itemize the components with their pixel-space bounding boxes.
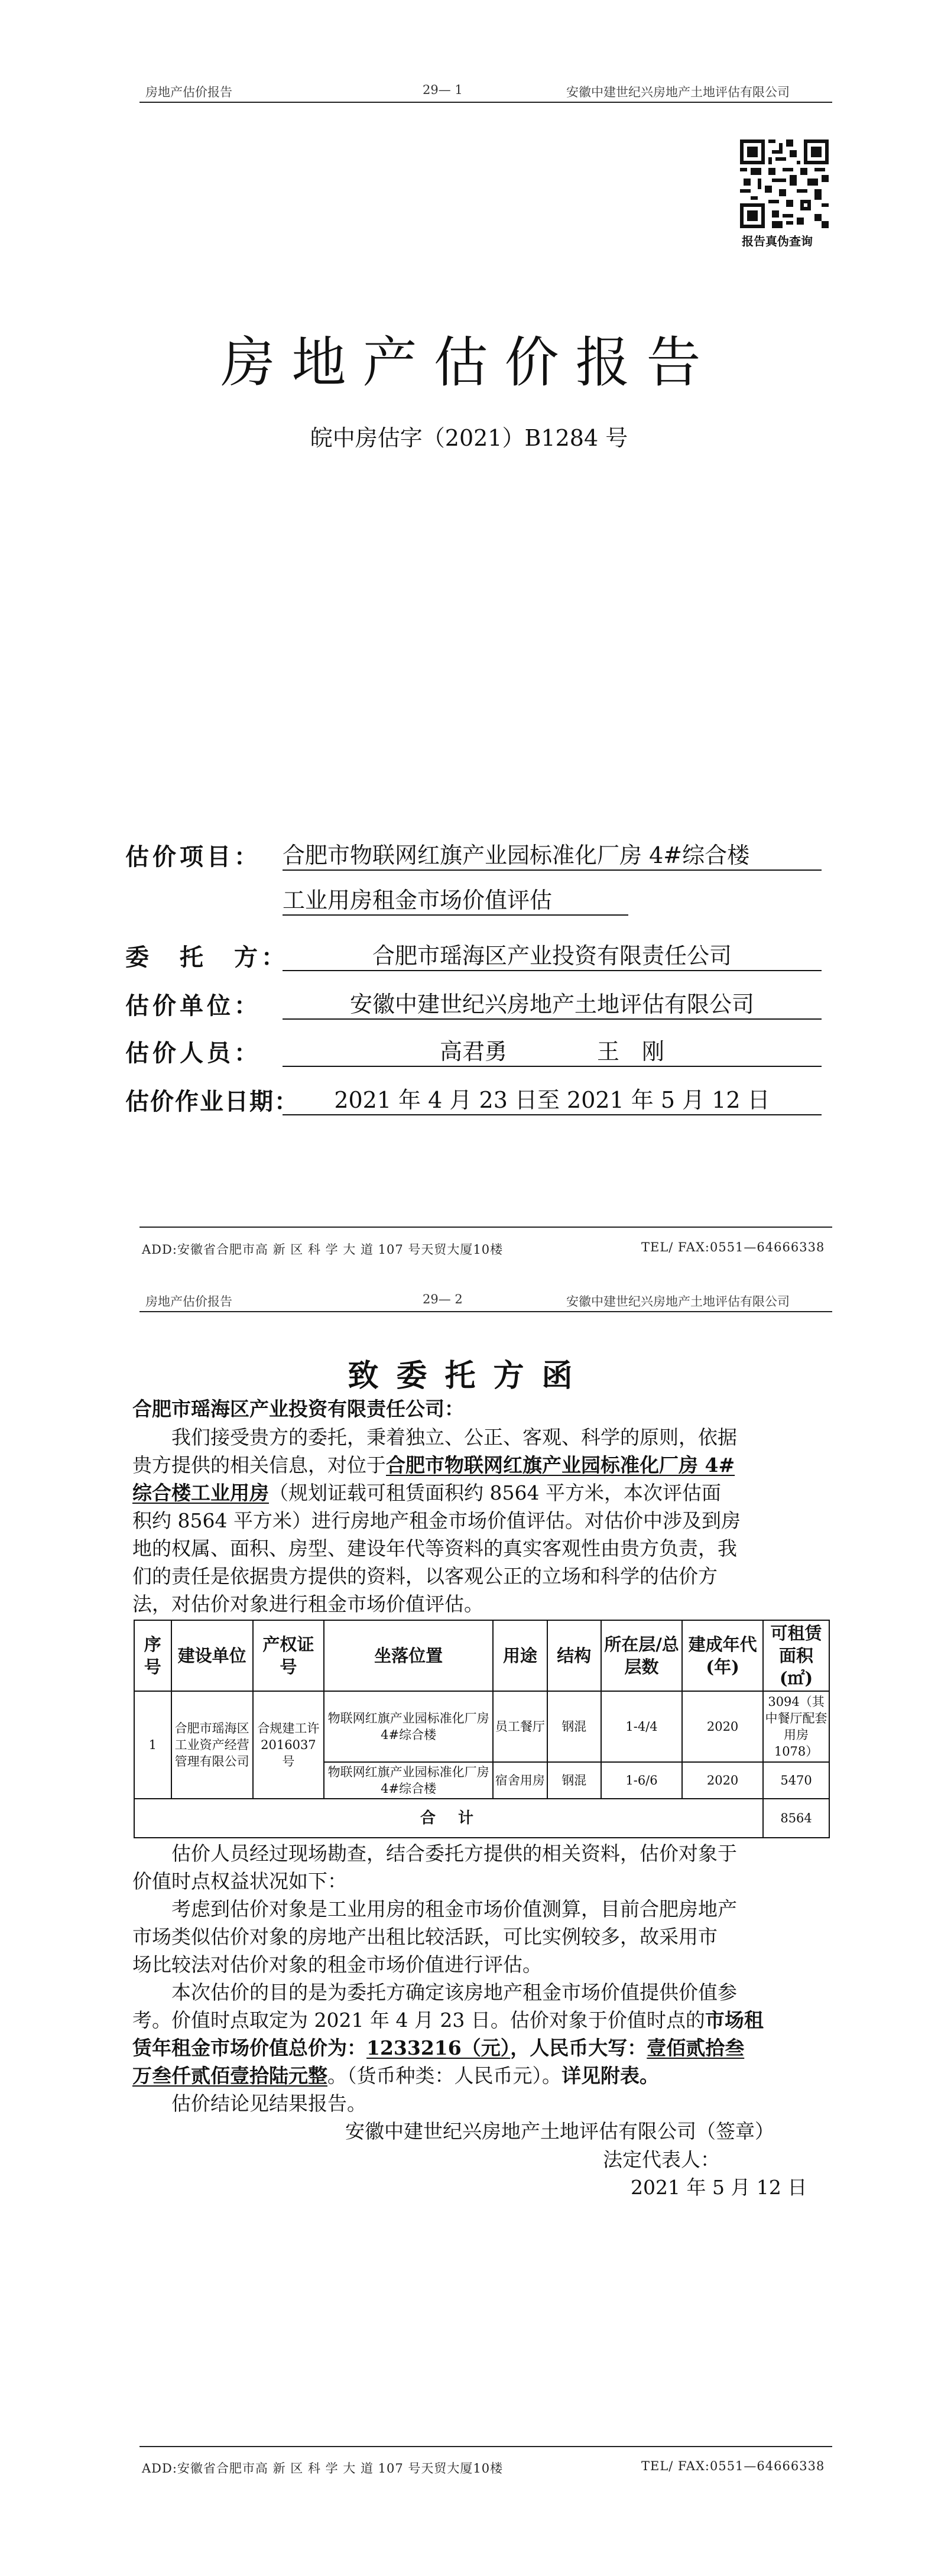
- qr-code-icon[interactable]: [740, 139, 829, 228]
- cell-area: 5470: [763, 1762, 829, 1799]
- rent-value-amount: 1233216（元）: [366, 2036, 511, 2059]
- cell-location: 物联网红旗产业园标准化厂房 4#综合楼: [324, 1762, 493, 1799]
- field-appraiser-org-label: 估价单位：: [125, 992, 261, 1020]
- field-appraiser-org-value: 安徽中建世纪兴房地产土地评估有限公司: [283, 986, 822, 1020]
- page1-header-left: 房地产估价报告: [145, 85, 232, 99]
- col-header: 建成年代(年): [682, 1620, 763, 1691]
- col-header: 可租赁面积(㎡): [763, 1620, 829, 1691]
- report-doc-number: 皖中房估字（2021）B1284 号: [310, 425, 628, 451]
- para1-line: 们的责任是依据贵方提供的资料，以客观公正的立场和科学的估价方: [132, 1565, 718, 1588]
- cell-use: 员工餐厅: [493, 1691, 547, 1762]
- cell-area: 3094（其中餐厅配套用房1078）: [763, 1691, 829, 1762]
- letter-addressee: 合肥市瑶海区产业投资有限责任公司：: [132, 1397, 464, 1420]
- para4-bold-text: 详见附表。: [561, 2064, 659, 2087]
- para1-line: [132, 1479, 830, 1507]
- para4-line: 本次估价的目的是为委托方确定该房地产租金市场价值提供价值参: [171, 1981, 737, 2004]
- field-appraisers-value: 高君勇 王 刚: [283, 1033, 822, 1067]
- cell-floors: 1-4/4: [601, 1691, 682, 1762]
- rent-value-words: 万叁仟贰佰壹拾陆元整: [132, 2064, 327, 2087]
- para3-line: 考虑到估价对象是工业用房的租金市场价值测算，目前合肥房地产: [171, 1897, 737, 1920]
- col-header: 产权证号: [253, 1620, 324, 1691]
- para4-bold-text: ，人民币大写：: [510, 2036, 647, 2059]
- page1-footer-address: ADD:安徽省合肥市高 新 区 科 学 大 道 107 号天贸大厦10楼: [142, 1242, 504, 1257]
- field-client-label: 委 托 方：: [125, 943, 288, 971]
- para1-line: 积约 8564 平方米）进行房地产租金市场价值评估。对估价中涉及到房: [132, 1509, 741, 1532]
- qr-caption: 报告真伪查询: [742, 234, 813, 248]
- para4-bold-text: 赁年租金市场价值总价为：: [132, 2036, 366, 2059]
- para1-line: 地的权属、面积、房型、建设年代等资料的真实客观性由贵方负责，我: [132, 1537, 737, 1560]
- letter-title: 致委托方函: [348, 1358, 590, 1394]
- property-name-highlight: 合肥市物联网红旗产业园标准化厂房 4#: [386, 1454, 735, 1477]
- col-header: 建设单位: [171, 1620, 253, 1691]
- signature-company: 安徽中建世纪兴房地产土地评估有限公司（签章）: [345, 2120, 774, 2143]
- col-header: 所在层/总层数: [601, 1620, 682, 1691]
- field-project-value: 合肥市物联网红旗产业园标准化厂房 4#综合楼: [283, 837, 822, 871]
- letter-paragraph-5: 估价结论见结果报告。: [171, 2092, 366, 2115]
- col-header: 序号: [134, 1620, 171, 1691]
- cell-structure: 钢混: [547, 1762, 601, 1799]
- signature-date: 2021 年 5 月 12 日: [631, 2176, 807, 2199]
- cell-structure: 钢混: [547, 1691, 601, 1762]
- para4-text: 。（货币种类：人民币元）。: [327, 2064, 561, 2087]
- para1-text: （规划证载可租赁面积约 8564 平方米，本次评估面: [269, 1481, 721, 1504]
- page1-header-pageno: 29— 1: [423, 83, 463, 97]
- field-project-value-line2: 工业用房租金市场价值评估: [283, 882, 628, 916]
- field-work-date-value: 2021 年 4 月 23 日至 2021 年 5 月 12 日: [283, 1082, 822, 1115]
- page2-header-right: 安徽中建世纪兴房地产土地评估有限公司: [566, 1295, 790, 1309]
- cell-total-label: 合 计: [134, 1799, 763, 1838]
- para4-line: [132, 2062, 830, 2090]
- col-header: 结构: [547, 1620, 601, 1691]
- field-client-value: 合肥市瑶海区产业投资有限责任公司: [283, 937, 822, 971]
- para3-line: 市场类似估价对象的房地产出租比较活跃，可比实例较多，故采用市: [132, 1925, 718, 1948]
- page2-footer-rule: [139, 2446, 832, 2447]
- report-title: 房地产估价报告: [220, 331, 718, 394]
- page2-header-pageno: 29— 2: [423, 1292, 463, 1306]
- cell-cert: 合规建工许2016037号: [253, 1691, 324, 1799]
- para2-line: 估价人员经过现场勘查，结合委托方提供的相关资料，估价对象于: [171, 1842, 737, 1865]
- table-header-row: [134, 1620, 829, 1691]
- cell-year: 2020: [682, 1691, 763, 1762]
- para4-line: [132, 2006, 830, 2034]
- col-header: 用途: [493, 1620, 547, 1691]
- page1-footer-rule: [139, 1227, 832, 1228]
- letter-paragraph-3: [132, 1895, 830, 1978]
- letter-paragraph-2: [132, 1839, 830, 1895]
- para1-line: [132, 1451, 830, 1479]
- para1-line: 法，对估价对象进行租金市场价值评估。: [132, 1592, 483, 1615]
- para2-line: 价值时点权益状况如下：: [132, 1870, 347, 1893]
- page1-footer-phone: TEL/ FAX:0551—64666338: [641, 1240, 825, 1254]
- property-table: [134, 1620, 830, 1838]
- page2-header-rule: [139, 1311, 832, 1312]
- cell-floors: 1-6/6: [601, 1762, 682, 1799]
- letter-paragraph-4: [132, 1978, 830, 2090]
- page1-header-right: 安徽中建世纪兴房地产土地评估有限公司: [566, 85, 790, 99]
- cell-location: 物联网红旗产业园标准化厂房 4#综合楼: [324, 1691, 493, 1762]
- page2-footer-phone: TEL/ FAX:0551—64666338: [641, 2459, 825, 2473]
- col-header: 坐落位置: [324, 1620, 493, 1691]
- para1-text: 贵方提供的相关信息，对位于: [132, 1454, 386, 1477]
- table-total-row: [134, 1799, 829, 1838]
- cell-builder: 合肥市瑶海区工业资产经营管理有限公司: [171, 1691, 253, 1799]
- page1-header-rule: [139, 102, 832, 103]
- cell-seq: 1: [134, 1691, 171, 1799]
- table-row: [134, 1691, 829, 1762]
- para4-text: 考。价值时点取定为 2021 年 4 月 23 日。估价对象于价值时点的: [132, 2009, 705, 2032]
- page2-footer-address: ADD:安徽省合肥市高 新 区 科 学 大 道 107 号天贸大厦10楼: [142, 2461, 504, 2476]
- signature-legal-rep: 法定代表人：: [603, 2148, 720, 2171]
- cell-total-value: 8564: [763, 1799, 829, 1838]
- field-appraisers-label: 估价人员：: [125, 1039, 261, 1067]
- cell-use: 宿舍用房: [493, 1762, 547, 1799]
- cell-year: 2020: [682, 1762, 763, 1799]
- property-name-highlight: 综合楼工业用房: [132, 1481, 269, 1504]
- para1-line: 我们接受贵方的委托，秉着独立、公正、客观、科学的原则，依据: [171, 1426, 737, 1449]
- page2-header-left: 房地产估价报告: [145, 1295, 232, 1309]
- field-project-label: 估价项目：: [125, 843, 261, 871]
- para4-bold-text: 市场租: [705, 2009, 764, 2032]
- rent-value-words: 壹佰贰拾叁: [647, 2036, 745, 2059]
- para3-line: 场比较法对估价对象的租金市场价值进行评估。: [132, 1953, 542, 1976]
- para4-line: [132, 2034, 830, 2062]
- field-work-date-label: 估价作业日期：: [125, 1088, 299, 1115]
- letter-paragraph-1: [132, 1423, 830, 1618]
